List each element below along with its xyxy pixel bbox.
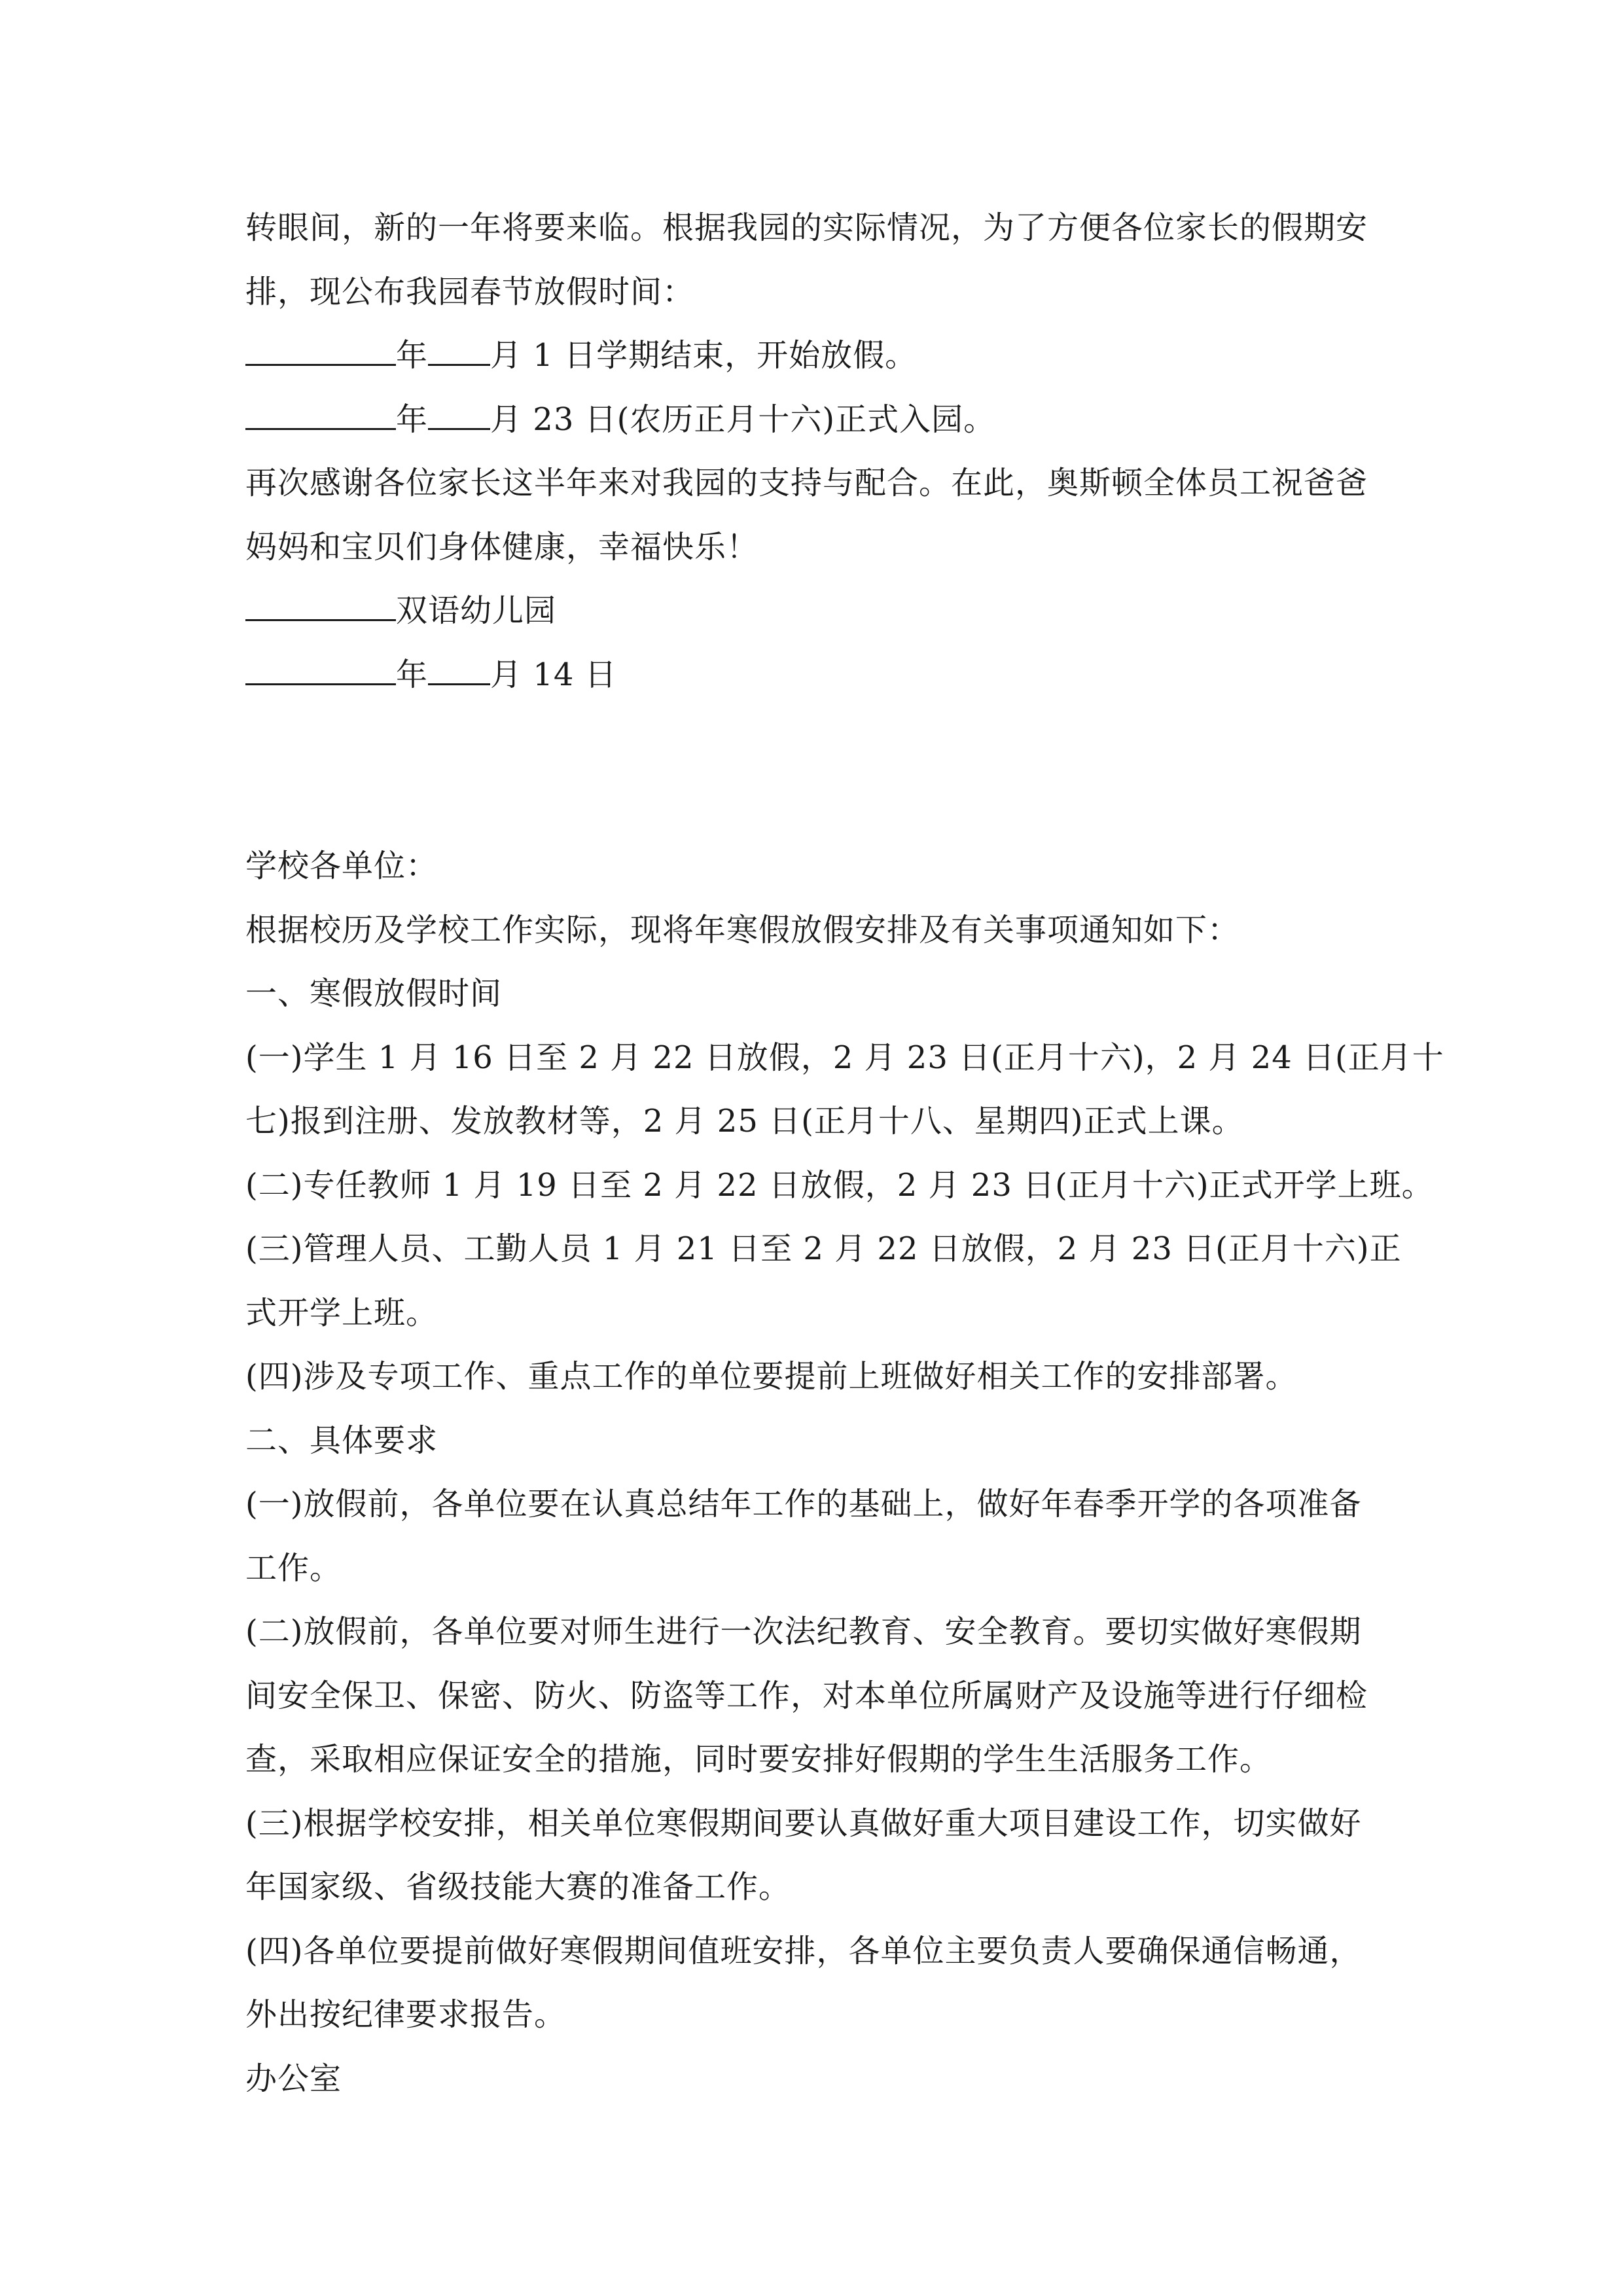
signature: 办公室 — [245, 2060, 342, 2097]
list-item: (二)放假前，各单位要对师生进行一次法纪教育、安全教育。要切实做好寒假期 — [245, 1613, 1362, 1650]
thanks-line: 妈妈和宝贝们身体健康，幸福快乐！ — [245, 528, 759, 565]
kindergarten-notice — [245, 196, 1384, 707]
blank-field — [245, 647, 396, 685]
list-item: (四)涉及专项工作、重点工作的单位要提前上班做好相关工作的安排部署。 — [245, 1358, 1298, 1395]
list-item: (二)专任教师 1 月 19 日至 2 月 22 日放假，2 月 23 日(正月十六)正式开学上班。 — [245, 1166, 1434, 1204]
blank-field — [428, 647, 490, 685]
school-return-date: 年 月 23 日(农历正月十六)正式入园。 — [245, 388, 1384, 452]
list-item: (四)各单位要提前做好寒假期间值班安排，各单位主要负责人要确保通信畅通， — [245, 1932, 1362, 1969]
blank-field — [245, 583, 396, 621]
section-heading: 二、具体要求 — [245, 1422, 438, 1459]
list-item: 式开学上班。 — [245, 1294, 438, 1331]
notice-intro-line: 排，现公布我园春节放假时间： — [245, 273, 695, 310]
salutation: 学校各单位： — [245, 848, 438, 884]
section-heading: 一、寒假放假时间 — [245, 975, 503, 1012]
blank-field — [245, 391, 396, 430]
list-item: (一)学生 1 月 16 日至 2 月 22 日放假，2 月 23 日(正月十六)，2 月 24 日(正月十 — [245, 1039, 1444, 1076]
list-item: (三)根据学校安排，相关单位寒假期间要认真做好重大项目建设工作，切实做好 — [245, 1804, 1362, 1842]
blank-field — [428, 391, 490, 430]
thanks-line: 再次感谢各位家长这半年来对我园的支持与配合。在此，奥斯顿全体员工祝爸爸 — [245, 465, 1368, 501]
notice-intro: 根据校历及学校工作实际，现将年寒假放假安排及有关事项通知如下： — [245, 911, 1240, 948]
signature-date: 年 月 14 日 — [245, 643, 1384, 708]
section-gap — [245, 707, 1384, 834]
list-item: 工作。 — [245, 1549, 342, 1587]
document-page — [245, 196, 1444, 2111]
list-item: (一)放假前，各单位要在认真总结年工作的基础上，做好年春季开学的各项准备 — [245, 1486, 1362, 1522]
signature: 双语幼儿园 — [245, 579, 1384, 643]
school-notice — [245, 834, 1444, 2111]
blank-field — [245, 327, 396, 366]
list-item: 查，采取相应保证安全的措施，同时要安排好假期的学生生活服务工作。 — [245, 1741, 1272, 1778]
list-item: 年国家级、省级技能大赛的准备工作。 — [245, 1869, 791, 1905]
list-item: 外出按纪律要求报告。 — [245, 1996, 567, 2033]
notice-intro-line: 转眼间，新的一年将要来临。根据我园的实际情况，为了方便各位家长的假期安 — [245, 209, 1368, 246]
list-item: 间安全保卫、保密、防火、防盗等工作，对本单位所属财产及设施等进行仔细检 — [245, 1677, 1368, 1714]
blank-field — [428, 327, 490, 366]
holiday-start-date: 年 月 1 日学期结束，开始放假。 — [245, 324, 1384, 388]
list-item: (三)管理人员、工勤人员 1 月 21 日至 2 月 22 日放假，2 月 23 日(正月十六)正 — [245, 1230, 1402, 1267]
list-item: 七)报到注册、发放教材等，2 月 25 日(正月十八、星期四)正式上课。 — [245, 1103, 1244, 1139]
